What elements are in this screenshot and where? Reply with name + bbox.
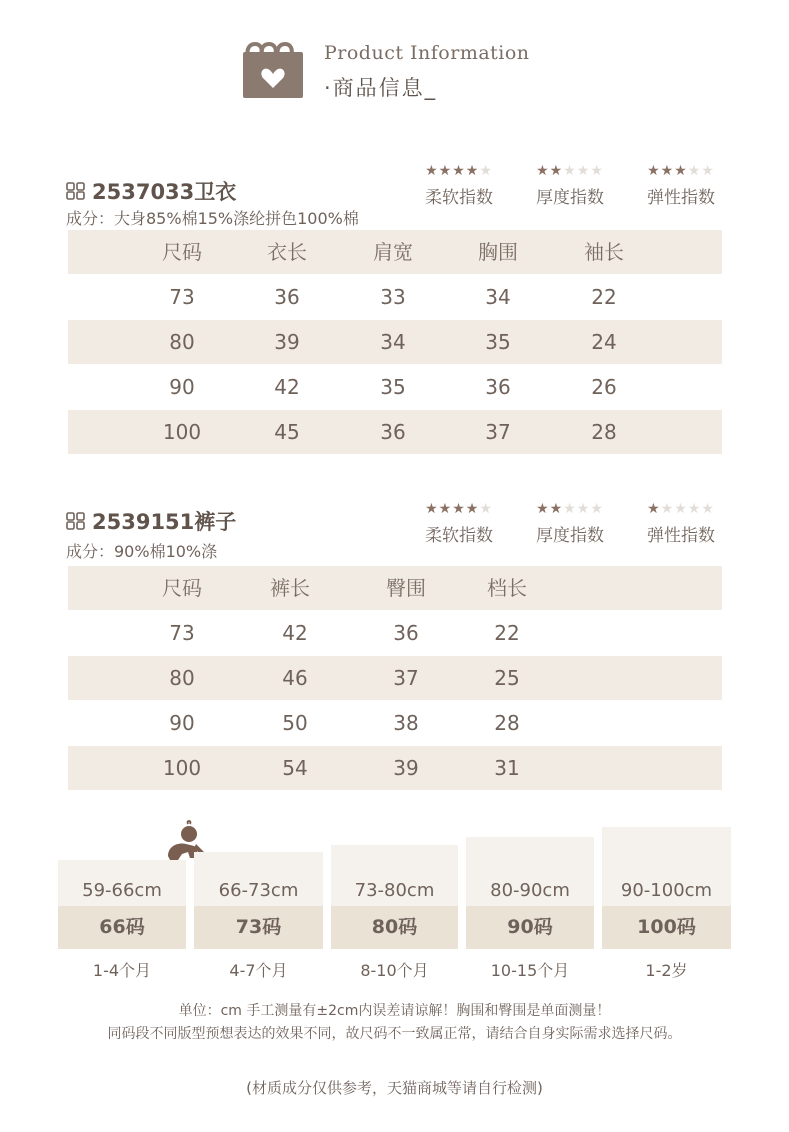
rating-elasticity	[635, 164, 727, 208]
table-cell: 22	[494, 621, 520, 645]
table-row	[68, 656, 722, 700]
size-step-4	[466, 837, 594, 949]
table-row	[68, 746, 722, 790]
table-row	[68, 365, 722, 409]
table-cell: 46	[282, 666, 308, 690]
product-id-heading	[66, 506, 236, 536]
star-filled-icon: ★	[660, 163, 675, 179]
table-header-row	[68, 566, 722, 610]
table-cell: 80	[169, 666, 195, 690]
rating-thickness	[524, 164, 616, 208]
grid-squares-icon	[66, 182, 88, 200]
table-cell: 34	[380, 330, 406, 354]
star-filled-icon: ★	[465, 163, 480, 179]
table-cell: 33	[380, 285, 406, 309]
column-header: 裤长	[270, 576, 310, 600]
star-filled-icon: ★	[647, 163, 661, 179]
star-filled-icon: ★	[425, 163, 439, 179]
size-table-pants	[68, 566, 722, 790]
star-filled-icon: ★	[452, 163, 466, 179]
rating-stars	[413, 164, 505, 178]
star-filled-icon: ★	[647, 501, 661, 517]
rating-softness	[413, 502, 505, 546]
age-label: 8-10个月	[360, 961, 429, 980]
table-cell: 37	[485, 420, 511, 444]
star-empty-icon: ★	[576, 163, 591, 179]
column-header: 臀围	[386, 576, 426, 600]
star-filled-icon: ★	[452, 501, 466, 517]
column-header: 胸围	[478, 240, 518, 264]
column-header: 袖长	[584, 240, 624, 264]
measurement-note: 单位：cm 手工测量有±2cm内误差请谅解！胸围和臀围是单面测量！	[178, 1003, 611, 1019]
table-header-row	[68, 230, 722, 274]
height-range: 90-100cm	[620, 880, 713, 901]
product-material: 成分：大身85%棉15%涤纶拼色100%棉	[66, 209, 359, 228]
table-row	[68, 701, 722, 745]
table-row	[68, 611, 722, 655]
column-header: 衣长	[267, 240, 307, 264]
table-cell: 90	[169, 711, 195, 735]
star-empty-icon: ★	[563, 163, 577, 179]
table-row	[68, 410, 722, 454]
star-empty-icon: ★	[479, 501, 493, 517]
table-cell: 36	[485, 375, 511, 399]
table-cell: 22	[591, 285, 617, 309]
table-cell: 34	[485, 285, 511, 309]
star-empty-icon: ★	[563, 501, 577, 517]
column-header: 肩宽	[373, 240, 413, 264]
table-cell: 35	[380, 375, 406, 399]
product-id-heading	[66, 176, 236, 206]
size-label: 100码	[602, 906, 731, 949]
table-cell: 28	[494, 711, 520, 735]
star-filled-icon: ★	[549, 501, 564, 517]
product-id-label: 2539151裤子	[92, 510, 237, 534]
rating-stars	[635, 502, 727, 516]
table-cell: 26	[591, 375, 617, 399]
rating-elasticity	[635, 502, 727, 546]
height-range: 59-66cm	[82, 880, 162, 901]
size-step-1	[58, 860, 186, 949]
table-cell: 28	[591, 420, 617, 444]
height-range: 73-80cm	[354, 880, 435, 901]
height-range: 66-73cm	[218, 880, 299, 901]
star-empty-icon: ★	[687, 163, 702, 179]
material-disclaimer: (材质成分仅供参考，天猫商城等请自行检测)	[246, 1079, 543, 1097]
size-step-3	[331, 845, 458, 949]
star-empty-icon: ★	[687, 501, 702, 517]
table-cell: 73	[169, 285, 195, 309]
table-cell: 90	[169, 375, 195, 399]
star-filled-icon: ★	[465, 501, 480, 517]
rating-thickness	[524, 502, 616, 546]
table-row	[68, 275, 722, 319]
rating-label: 弹性指数	[647, 188, 715, 208]
star-filled-icon: ★	[674, 163, 688, 179]
table-row	[68, 320, 722, 364]
table-cell: 100	[162, 756, 202, 780]
rating-softness	[413, 164, 505, 208]
table-cell: 73	[169, 621, 195, 645]
table-cell: 25	[494, 666, 520, 690]
size-label: 90码	[466, 906, 594, 949]
column-header: 尺码	[162, 240, 202, 264]
age-label: 1-4个月	[92, 961, 152, 980]
product-material: 成分：90%棉10%涤	[66, 542, 218, 561]
table-cell: 42	[282, 621, 308, 645]
column-header: 尺码	[162, 576, 202, 600]
star-empty-icon: ★	[479, 163, 493, 179]
star-empty-icon: ★	[701, 163, 715, 179]
grid-squares-icon	[66, 512, 88, 530]
table-cell: 39	[274, 330, 300, 354]
table-cell: 36	[274, 285, 300, 309]
table-cell: 31	[494, 756, 520, 780]
age-label: 4-7个月	[229, 961, 288, 980]
size-label: 80码	[331, 906, 458, 949]
size-step-2	[194, 852, 323, 949]
star-empty-icon: ★	[674, 501, 688, 517]
product-id-label: 2537033卫衣	[92, 180, 237, 204]
rating-label: 厚度指数	[536, 188, 604, 208]
star-empty-icon: ★	[576, 501, 591, 517]
table-cell: 42	[274, 375, 300, 399]
rating-label: 弹性指数	[647, 526, 715, 546]
size-step-5	[602, 827, 731, 949]
table-cell: 37	[393, 666, 419, 690]
size-table-hoodie	[68, 230, 722, 454]
star-filled-icon: ★	[425, 501, 439, 517]
star-filled-icon: ★	[536, 163, 550, 179]
rating-label: 柔软指数	[425, 188, 493, 208]
age-label: 10-15个月	[490, 961, 570, 980]
star-filled-icon: ★	[438, 163, 453, 179]
rating-stars	[524, 164, 616, 178]
column-header: 档长	[487, 576, 527, 600]
sizing-note: 同码段不同版型预想表达的效果不同，故尺码不一致属正常，请结合自身实际需求选择尺码。	[107, 1026, 682, 1042]
table-cell: 36	[380, 420, 406, 444]
size-label: 66码	[58, 906, 186, 949]
height-range: 80-90cm	[490, 880, 570, 901]
table-cell: 45	[274, 420, 300, 444]
star-empty-icon: ★	[701, 501, 715, 517]
table-cell: 39	[393, 756, 419, 780]
rating-stars	[413, 502, 505, 516]
header-title-cn: ·商品信息_	[324, 76, 438, 100]
table-cell: 35	[485, 330, 511, 354]
table-cell: 24	[591, 330, 617, 354]
rating-stars	[635, 164, 727, 178]
star-empty-icon: ★	[590, 163, 604, 179]
table-cell: 36	[393, 621, 419, 645]
table-cell: 50	[282, 711, 308, 735]
star-filled-icon: ★	[536, 501, 550, 517]
table-cell: 100	[162, 420, 202, 444]
star-filled-icon: ★	[549, 163, 564, 179]
shopping-bag-heart-icon	[241, 38, 305, 100]
header-title-en: Product Information	[324, 42, 530, 64]
table-cell: 54	[282, 756, 308, 780]
rating-label: 柔软指数	[425, 526, 493, 546]
star-filled-icon: ★	[438, 501, 453, 517]
age-label: 1-2岁	[645, 961, 688, 980]
star-empty-icon: ★	[660, 501, 675, 517]
star-empty-icon: ★	[590, 501, 604, 517]
rating-stars	[524, 502, 616, 516]
rating-label: 厚度指数	[536, 526, 604, 546]
table-cell: 80	[169, 330, 195, 354]
table-cell: 38	[393, 711, 419, 735]
size-label: 73码	[194, 906, 323, 949]
